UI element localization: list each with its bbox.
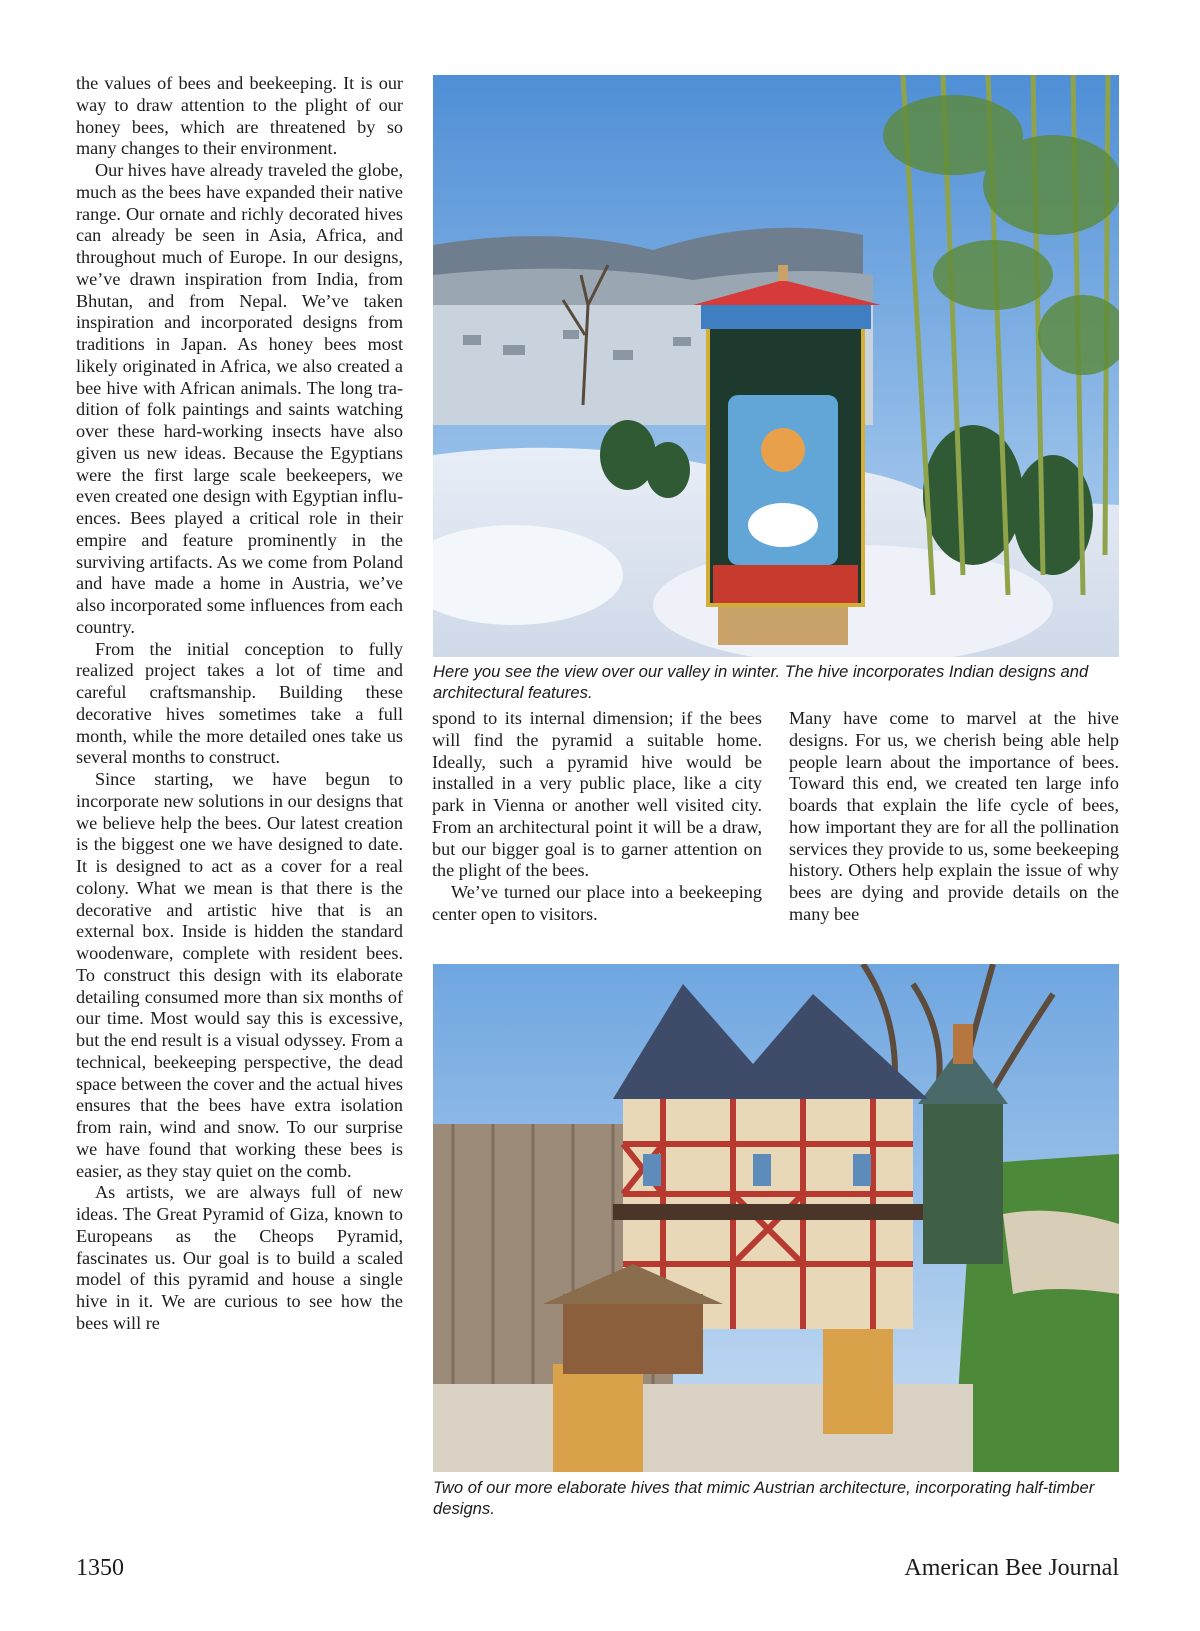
paragraph: Our hives have already traveled the globe, much as the bees have expanded their native range. Our ornate and richly decorated hives can already be seen in Asia, Africa, and throughout much of Europe. In our designs, we’ve drawn inspiration from India, from Bhutan, and from Nepal. We’ve taken inspiration and incorporated designs from traditions in Japan. As honey bees most likely originated in Africa, we also created a bee hive with African animals. The long tradition of folk paintings and saints watching over these hard-working insects have also given us new ideas. Because the Egyptians were the first large scale beekeepers, we even created one design with Egyptian influences. Bees played a critical role in their empire and feature prominently in the surviving artifacts. As we come from Poland and have made a home in Austria, we’ve also incorporated some influences from each country. <box>76 160 403 637</box>
winter-valley-illustration <box>433 75 1119 657</box>
photo-winter-indian-hive <box>433 75 1119 657</box>
paragraph: From the initial conception to fully realized project takes a lot of time and careful craftsmanship. Building these decorative hives sometimes take a full month, while the more detailed ones take us several months to construct. <box>76 638 403 768</box>
photo-caption-top: Here you see the view over our valley in winter. The hive incorporates Indian designs and architectural features. <box>433 662 1089 702</box>
article-column-1 <box>76 73 403 1335</box>
paragraph: Since starting, we have begun to incorporate new solutions in our designs that we believe help the bees. Our latest creation is the biggest one we have designed to date. It is designed to act as a cover for a real colony. What we mean is that there is the decorative and artistic hive that is an external box. Inside is hidden the standard woodenware, complete with resident bees. To construct this design with its elaborate detailing consumed more than six months of our time. Most would say this is excessive, but the end result is a visual odyssey. From a technical, beekeeping perspective, the dead space between the cover and the actual hives ensures that the bees have extra isolation from rain, wind and snow. To our surprise we have found that working these bees is easier, as they stay quiet on the comb. <box>76 769 403 1181</box>
paragraph: spond to its internal dimension; if the bees will find the pyramid a suitable home. Ideally, such a pyramid hive would be installed in a very public place, like a city park in Vienna or another well visited city. From an architectural point it will be a draw, but our bigger goal is to garner attention on the plight of the bees. <box>432 708 762 881</box>
article-column-3 <box>789 708 1119 926</box>
photo-caption-bottom: Two of our more elaborate hives that mimic Austrian architecture, incorporating half-timber designs. <box>433 1478 1095 1518</box>
article-column-2 <box>432 708 762 926</box>
photo-austrian-hives <box>433 964 1119 1472</box>
half-timber-hives-illustration <box>433 964 1119 1472</box>
page-number: 1350 <box>76 1555 124 1581</box>
paragraph: the values of bees and beekeeping. It is our way to draw attention to the plight of our honey bees, which are threatened by so many changes to their environment. <box>76 73 403 159</box>
paragraph: We’ve turned our place into a beekeeping center open to visitors. <box>432 882 762 924</box>
paragraph: Many have come to marvel at the hive designs. For us, we cherish being able help people learn about the importance of bees. Toward this end, we created ten large info boards that explain the life cycle of bees, how important they are for all the pollination services they provide to us, some beekeeping history. Others help explain the issue of why bees are dying and provide details on the many bee <box>789 708 1119 924</box>
paragraph: As artists, we are always full of new ideas. The Great Pyramid of Giza, known to Europeans as the Cheops Pyramid, fascinates us. Our goal is to build a scaled model of this pyramid and house a single hive in it. We are curious to see how the bees will re <box>76 1182 403 1333</box>
journal-name: American Bee Journal <box>904 1555 1119 1581</box>
